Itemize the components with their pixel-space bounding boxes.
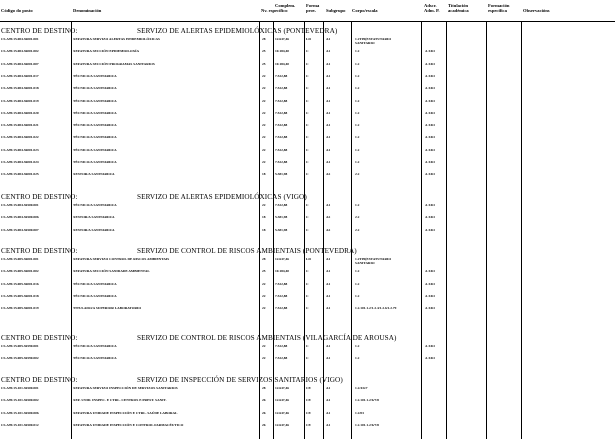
post-denomination: TÉCNICO/A SANITARIO/A [73,147,117,152]
header-codigo: Código do posto [1,8,33,13]
post-subgroup: A1 [326,203,331,207]
post-corpo: 1.2 [355,135,360,140]
post-corpo-line2: SANITARIO [355,260,375,265]
post-subgroup: A1 [326,410,331,415]
post-provision: C [306,203,309,207]
post-denomination: TÉCNICO/A SANITARIO/A [73,123,117,128]
centro-destino-title: SERVIZO DE ALERTAS EPIDEMIOLÓXICAS (PONTEVEDRA) [137,27,338,35]
post-provision: C [306,293,309,298]
post-corpo: 2.2 [355,172,360,177]
post-complement: 12.647,46 [275,37,289,41]
post-denomination: XEFATURA SERVIZO ALERTAS EPIDEMIOLÓXICAS [73,37,160,41]
table-row [0,399,615,406]
post-subgroup: A1 [326,135,331,140]
table-row [0,161,615,168]
post-adscription: A XIO [425,86,435,91]
post-corpo: 1.2.101.1.2/1.2.4/1.2.6/1.2.79 [355,306,397,311]
post-complement: 12.647,46 [275,410,289,415]
post-level: 26 [262,410,266,415]
post-corpo: 1.2.101.1.2/6/7/8 [355,422,379,427]
post-denomination: XESTOR/A SANITARIO/A [73,215,115,220]
header-titulacion: Titulación [448,3,469,8]
post-subgroup: A1 [326,386,331,390]
post-code: CS.A99.15.004.36001.001 [1,37,39,41]
post-provision: C [306,73,309,78]
post-denomination: TITULADO/A SUPERIOR LABORATORIO [73,306,142,311]
table-row [0,258,615,265]
table-row [0,345,615,352]
centro-destino-title: SERVIZO DE INSPECCIÓN DE SERVIZOS SANITARIOS (VIGO) [137,376,343,384]
post-code: CS.A99.15.005.36590.002 [1,356,39,361]
header-denominacion: Denominación [73,8,102,13]
post-level: 22 [262,203,266,207]
post-adscription: A XIO [425,110,435,115]
post-complement: 7.522,88 [275,356,288,361]
post-denomination: XEFATURA SECCIÓN PROGRAMAS SANITARIOS [73,61,155,66]
post-level: 25 [262,49,266,54]
post-provision: C [306,49,309,54]
post-code: CS.A99.15.101.36500.006 [1,410,39,415]
post-provision: C [306,269,309,274]
post-level: 28 [262,37,266,41]
post-corpo: 1.2T09(ESTATUTARIO [355,257,392,261]
table-row [0,387,615,394]
post-adscription: A XIO [425,215,435,220]
post-complement: 7.522,88 [275,73,288,78]
table-row [0,229,615,236]
post-level: 28 [262,386,266,390]
post-denomination: XEFATURA SECCIÓN SANIDADE AMBIENTAL [73,269,150,274]
post-corpo-line2: SANITARIO [355,40,375,45]
post-adscription: A XIO [425,306,435,311]
post-provision: C [306,344,309,348]
header-adscr: Adscr. [424,3,437,8]
post-level: 22 [262,160,266,164]
post-provision: C [306,61,309,66]
post-complement: 7.522,88 [275,135,288,140]
post-level: 22 [262,73,266,78]
header-especifica: específica [488,8,507,13]
post-provision: C [306,356,309,361]
post-subgroup: A2 [326,172,331,177]
post-code: CS.A99.15.005.36590.001 [1,344,39,348]
table-row [0,136,615,143]
post-code: CS.A99.15.005.36001.019 [1,306,39,311]
post-provision: CE [306,386,311,390]
table-row [0,424,615,431]
post-corpo: 1.2 [355,293,360,298]
post-code: CS.A99.15.004.36001.002 [1,49,39,54]
post-adscription: A XIO [425,135,435,140]
post-complement: 12.647,46 [275,398,289,403]
post-complement: 7.522,88 [275,86,288,91]
post-adscription: A XIO [425,147,435,152]
post-level: 22 [262,123,266,128]
post-adscription: A XIO [425,269,435,274]
post-level: 18 [262,215,266,220]
post-code: CS.A99.15.101.36500.002 [1,398,39,403]
post-level: 25 [262,269,266,274]
centro-destino-title: SERVIZO DE CONTROL DE RISCOS AMBIENTAIS (VILAGARCÍA DE AROUSA) [137,334,397,342]
post-subgroup: A1 [326,49,331,54]
post-level: 22 [262,281,266,286]
post-subgroup: A1 [326,160,331,164]
post-adscription: A XIO [425,344,435,348]
post-provision: CE [306,422,311,427]
post-provision: C [306,110,309,115]
post-complement: 7.522,88 [275,281,288,286]
post-complement: 5.381,98 [275,215,288,220]
post-code: CS.A99.15.004.36001.007 [1,61,39,66]
header-adm: Adm. P. [424,8,440,13]
header-nv-especifico: Nv. específico [261,8,288,13]
table-row [0,204,615,211]
post-code: CS.A99.15.004.36001.023 [1,147,39,152]
post-code: CS.A99.15.004.36001.022 [1,135,39,140]
post-corpo: 1.2 [355,147,360,152]
centro-destino-label: CENTRO DE DESTINO: [1,27,78,35]
post-level: 22 [262,147,266,152]
post-complement: 10.184,40 [275,61,289,66]
post-adscription: A XIO [425,49,435,54]
header-formacion: Formación [488,3,510,8]
post-denomination: TÉCNICO/A SANITARIO/A [73,86,117,91]
table-row [0,63,615,70]
post-subgroup: A1 [326,398,331,403]
table-row [0,270,615,277]
post-subgroup: A1 [326,86,331,91]
post-code: CS.A99.15.004.36500.007 [1,227,39,232]
table-row [0,112,615,119]
post-complement: 12.647,46 [275,257,289,261]
post-level: 22 [262,344,266,348]
post-denomination: XEFATURA SERVIZO CONTROL DE RISCOS AMBIENTAIS [73,257,170,261]
post-adscription: A XIO [425,61,435,66]
post-denomination: XESTOR/A SANITARIO/A [73,172,115,177]
post-adscription: A XIO [425,73,435,78]
post-corpo: 1.2 [355,269,360,274]
post-complement: 7.522,88 [275,160,288,164]
post-adscription: A XIO [425,227,435,232]
table-row [0,87,615,94]
header-prov: prov. [306,8,316,13]
table-row [0,50,615,57]
post-complement: 7.522,88 [275,344,288,348]
post-provision: C [306,172,309,177]
post-level: 18 [262,172,266,177]
post-level: 22 [262,86,266,91]
post-level: 22 [262,135,266,140]
post-level: 28 [262,257,266,261]
table-row [0,38,615,45]
post-level: 22 [262,110,266,115]
post-provision: CE [306,398,311,403]
post-adscription: A XIO [425,160,435,164]
post-corpo: 1.2 [355,49,360,54]
post-corpo: 1.2 [355,73,360,78]
post-level: 22 [262,356,266,361]
post-code: CS.A99.15.004.36500.006 [1,215,39,220]
post-code: CS.A99.15.004.36001.018 [1,86,39,91]
post-adscription: A XIO [425,172,435,177]
post-corpo: 1.2T09(ESTATUTARIO [355,37,392,41]
post-complement: 5.381,98 [275,172,288,177]
post-subgroup: A1 [326,422,331,427]
post-provision: C [306,215,309,220]
header-complem: Complem. [275,3,296,8]
post-denomination: TÉCNICO/A SANITARIO/A [73,281,117,286]
post-corpo: 1.2 [355,356,360,361]
post-subgroup: A1 [326,293,331,298]
post-complement: 10.184,40 [275,269,289,274]
post-denomination: TÉCNICO/A SANITARIO/A [73,293,117,298]
post-subgroup: A1 [326,344,331,348]
post-level: 26 [262,422,266,427]
post-code: CS.A99.15.005.36001.001 [1,257,39,261]
table-header [0,3,615,21]
post-provision: C [306,147,309,152]
post-denomination: XEFATURA UNIDADE INSPECCIÓN E CTRL. SAÚDE LABORAL [73,410,178,415]
post-code: CS.A99.15.004.36001.021 [1,123,39,128]
table-row [0,75,615,82]
table-row [0,149,615,156]
post-denomination: XEFATURA SECCIÓN EPIDEMIOLOXÍA [73,49,139,54]
post-code: CS.A99.15.004.36001.024 [1,160,39,164]
post-subgroup: A1 [326,306,331,311]
post-corpo: 1.2 [355,344,360,348]
post-subgroup: A1 [326,269,331,274]
post-provision: C [306,160,309,164]
post-corpo: 2.2 [355,227,360,232]
post-subgroup: A1 [326,98,331,103]
post-denomination: TÉCNICO/A SANITARIO/A [73,356,117,361]
post-complement: 5.381,98 [275,227,288,232]
post-corpo: 1.2 [355,61,360,66]
post-complement: 7.522,88 [275,306,288,311]
post-subgroup: A1 [326,281,331,286]
post-corpo: 1.2.101.1.2/6/7/8 [355,398,379,403]
post-corpo: 1.2/03 [355,410,364,415]
post-adscription: A XIO [425,98,435,103]
post-code: CS.A99.15.004.36001.019 [1,98,39,103]
post-provision: C [306,227,309,232]
post-subgroup: A1 [326,123,331,128]
table-row [0,173,615,180]
post-level: 22 [262,306,266,311]
post-denomination: XESTOR/A SANITARIO/A [73,227,115,232]
post-denomination: XEFATURA UNIDADE INSPECCIÓN E CONTROL FARMACÉUTICO [73,422,184,427]
post-corpo: 1.2 [355,98,360,103]
post-provision: LD [306,257,311,261]
post-code: CS.A99.15.004.36001.025 [1,172,39,177]
post-adscription: A XIO [425,293,435,298]
post-denomination: TÉCNICO/A SANITARIO/A [73,203,117,207]
post-complement: 7.522,88 [275,98,288,103]
post-subgroup: A2 [326,227,331,232]
table-row [0,307,615,314]
post-complement: 12.647,46 [275,386,289,390]
table-row [0,412,615,419]
post-subgroup: A2 [326,215,331,220]
post-denomination: TÉCNICO/A SANITARIO/A [73,160,117,164]
post-adscription: A XIO [425,123,435,128]
header-subgrupo: Subgrupo [326,8,346,13]
table-row [0,216,615,223]
table-row [0,295,615,302]
post-adscription: A XIO [425,356,435,361]
post-level: 26 [262,398,266,403]
post-adscription: A XIO [425,203,435,207]
post-code: CS.A99.15.004.36001.017 [1,73,39,78]
post-subgroup: A1 [326,356,331,361]
post-denomination: TÉCNICO/A SANITARIO/A [73,73,117,78]
post-corpo: 1.2/4/6/7 [355,386,368,390]
post-level: 22 [262,98,266,103]
centro-destino-label: CENTRO DE DESTINO: [1,376,78,384]
post-complement: 7.522,88 [275,203,288,207]
post-denomination: TÉCNICO/A SANITARIO/A [73,344,117,348]
table-row [0,283,615,290]
post-level: 22 [262,293,266,298]
post-code: CS.A99.15.005.36001.016 [1,281,39,286]
post-corpo: 1.2 [355,110,360,115]
post-complement: 12.647,46 [275,422,289,427]
post-subgroup: A1 [326,73,331,78]
table-row [0,100,615,107]
post-denomination: TÉCNICO/A SANITARIO/A [73,110,117,115]
post-provision: C [306,98,309,103]
post-code: CS.A99.15.004.36500.001 [1,203,39,207]
post-subgroup: A1 [326,61,331,66]
post-adscription: A XIO [425,281,435,286]
post-code: CS.A99.15.101.36500.012 [1,422,39,427]
post-corpo: 1.2 [355,123,360,128]
post-corpo: 1.2 [355,203,360,207]
post-code: CS.A99.15.005.36001.018 [1,293,39,298]
post-denomination: TÉCNICO/A SANITARIO/A [73,135,117,140]
centro-destino-title: SERVIZO DE CONTROL DE RISCOS AMBIENTAIS (PONTEVEDRA) [137,247,357,255]
post-code: CS.A99.15.005.36001.002 [1,269,39,274]
post-provision: C [306,123,309,128]
post-subgroup: A1 [326,147,331,152]
post-complement: 7.522,88 [275,123,288,128]
post-subgroup: A1 [326,110,331,115]
post-subgroup: A1 [326,37,331,41]
post-denomination: TÉCNICO/A SANITARIO/A [73,98,117,103]
header-academica: académica [448,8,469,13]
post-level: 18 [262,227,266,232]
table-row [0,357,615,364]
post-denomination: XEFATURA SERVIZO INSPECCIÓN DE SERVIZOS SANITARIOS [73,386,178,390]
post-level: 25 [262,61,266,66]
post-complement: 7.522,88 [275,147,288,152]
post-provision: LD [306,37,311,41]
header-divider [0,21,615,22]
post-code: CS.A99.15.004.36001.020 [1,110,39,115]
post-corpo: 1.2 [355,86,360,91]
post-provision: C [306,281,309,286]
centro-destino-label: CENTRO DE DESTINO: [1,247,78,255]
post-provision: C [306,306,309,311]
post-corpo: 1.2 [355,160,360,164]
header-observacions: Observacións [523,8,550,13]
header-forma: Forma [306,3,320,8]
post-denomination: XEF. UNID. INSPEC. E CTRL. CENTROS E PREST. SANIT. [73,398,167,403]
post-code: CS.A99.15.101.36500.001 [1,386,39,390]
centro-destino-title: SERVIZO DE ALERTAS EPIDEMIOLÓXICAS (VIGO) [137,193,307,201]
post-complement: 10.184,40 [275,49,289,54]
post-provision: C [306,135,309,140]
header-corpo: Corpo/escala [352,8,378,13]
post-corpo: 1.2 [355,281,360,286]
centro-destino-label: CENTRO DE DESTINO: [1,334,78,342]
post-complement: 7.522,88 [275,110,288,115]
post-corpo: 2.2 [355,215,360,220]
post-complement: 7.522,88 [275,293,288,298]
table-row [0,124,615,131]
post-subgroup: A1 [326,257,331,261]
centro-destino-label: CENTRO DE DESTINO: [1,193,78,201]
post-provision: C [306,86,309,91]
post-provision: CE [306,410,311,415]
